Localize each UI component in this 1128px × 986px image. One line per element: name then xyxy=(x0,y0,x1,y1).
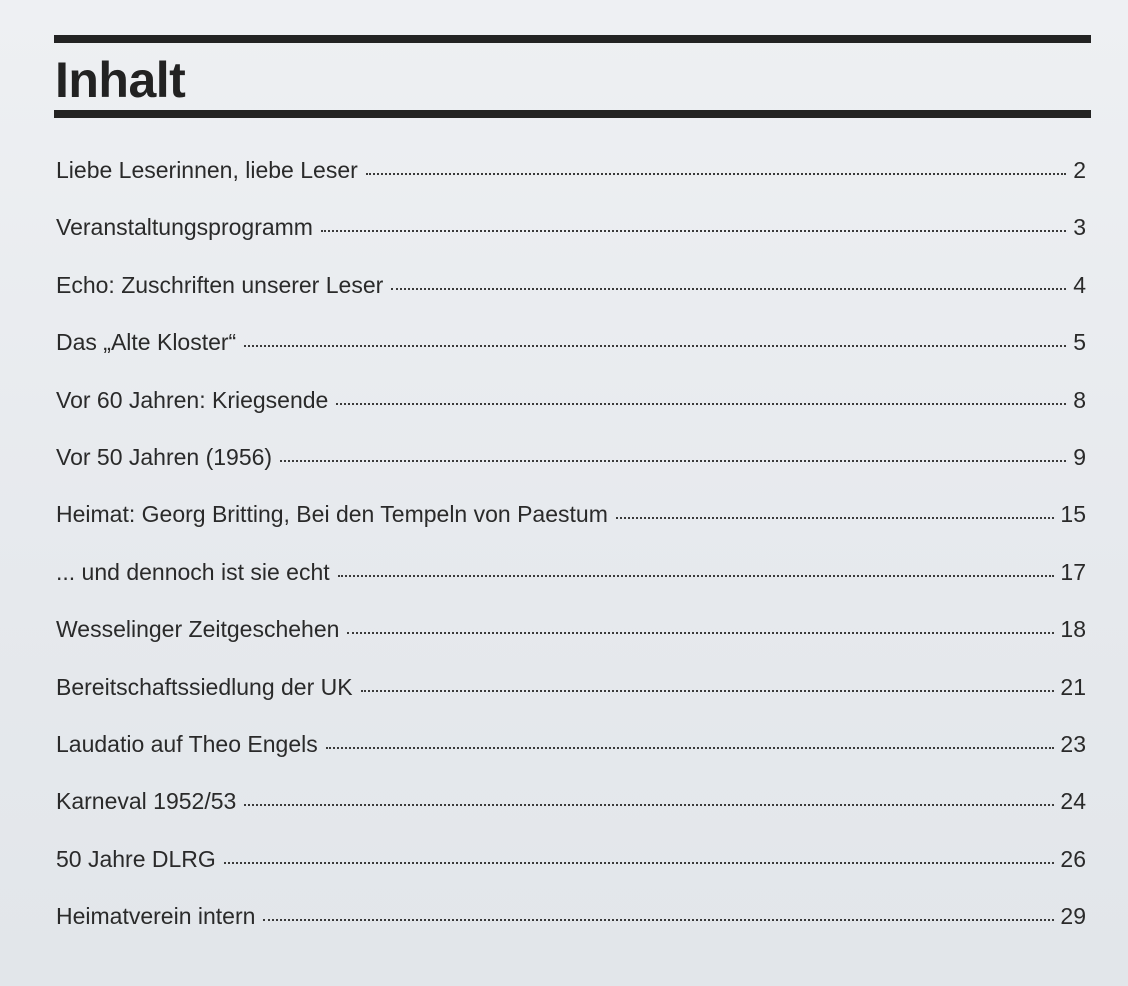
toc-entry-page-number: 26 xyxy=(1060,845,1086,872)
toc-entry-title: Das „Alte Kloster“ xyxy=(56,329,237,356)
toc-entry xyxy=(56,255,1086,312)
toc-entry-title: Liebe Leserinnen, liebe Leser xyxy=(56,157,358,183)
toc-entry-title: Karneval 1952/53 xyxy=(56,788,237,815)
toc-entry-title: ... und dennoch ist sie echt xyxy=(56,558,330,585)
dot-leader xyxy=(224,861,1055,864)
dot-leader xyxy=(321,229,1066,232)
toc-entry-page-number: 24 xyxy=(1060,788,1086,815)
toc-entry-title: Bereitschaftssiedlung der UK xyxy=(56,673,353,700)
dot-leader xyxy=(361,689,1055,692)
toc-entry-page-number: 21 xyxy=(1060,673,1086,700)
toc-entry-page-number: 8 xyxy=(1073,386,1086,413)
toc-entry-page-number: 18 xyxy=(1060,616,1086,643)
toc-entry xyxy=(56,771,1086,828)
toc-entry-title: Heimatverein intern xyxy=(56,903,256,930)
toc-entry-page-number: 5 xyxy=(1073,329,1086,356)
dot-leader xyxy=(347,631,1054,634)
toc-entry-title: Wesselinger Zeitgeschehen xyxy=(56,616,340,643)
page-title: Inhalt xyxy=(55,52,186,108)
dot-leader xyxy=(616,516,1055,519)
toc-entry xyxy=(56,886,1086,943)
toc-entry-page-number: 4 xyxy=(1073,271,1086,298)
toc-entry-page-number: 15 xyxy=(1060,501,1086,528)
toc-entry-page-number: 29 xyxy=(1060,903,1086,930)
dot-leader xyxy=(244,344,1066,347)
toc-entry xyxy=(56,599,1086,656)
toc-entry xyxy=(56,140,1086,197)
toc-entry xyxy=(56,484,1086,541)
dot-leader xyxy=(366,172,1066,175)
table-of-contents xyxy=(56,140,1086,943)
toc-entry-title: Vor 60 Jahren: Kriegsende xyxy=(56,386,329,413)
toc-entry xyxy=(56,312,1086,369)
dot-leader xyxy=(336,402,1066,405)
dot-leader xyxy=(244,803,1054,806)
toc-entry-title: Veranstaltungsprogramm xyxy=(56,214,313,241)
dot-leader xyxy=(326,746,1055,749)
toc-entry-page-number: 9 xyxy=(1073,443,1086,470)
dot-leader xyxy=(263,918,1054,921)
dot-leader xyxy=(280,459,1066,462)
dot-leader xyxy=(338,574,1055,577)
toc-entry xyxy=(56,427,1086,484)
toc-entry xyxy=(56,714,1086,771)
toc-entry-page-number: 23 xyxy=(1060,730,1086,757)
toc-entry xyxy=(56,542,1086,599)
title-underline-rule xyxy=(54,110,1091,118)
top-rule xyxy=(54,35,1091,43)
toc-entry xyxy=(56,829,1086,886)
toc-entry xyxy=(56,370,1086,427)
dot-leader xyxy=(391,287,1066,290)
toc-entry-title: Laudatio auf Theo Engels xyxy=(56,730,318,757)
toc-entry-page-number: 17 xyxy=(1060,558,1086,585)
toc-entry xyxy=(56,657,1086,714)
toc-entry xyxy=(56,197,1086,254)
toc-entry-title: Heimat: Georg Britting, Bei den Tempeln von Paestum xyxy=(56,501,608,528)
toc-entry-title: 50 Jahre DLRG xyxy=(56,845,216,872)
toc-entry-page-number: 3 xyxy=(1073,214,1086,241)
toc-entry-page-number: 2 xyxy=(1073,157,1086,183)
toc-entry-title: Echo: Zuschriften unserer Leser xyxy=(56,271,384,298)
toc-entry-title: Vor 50 Jahren (1956) xyxy=(56,443,273,470)
